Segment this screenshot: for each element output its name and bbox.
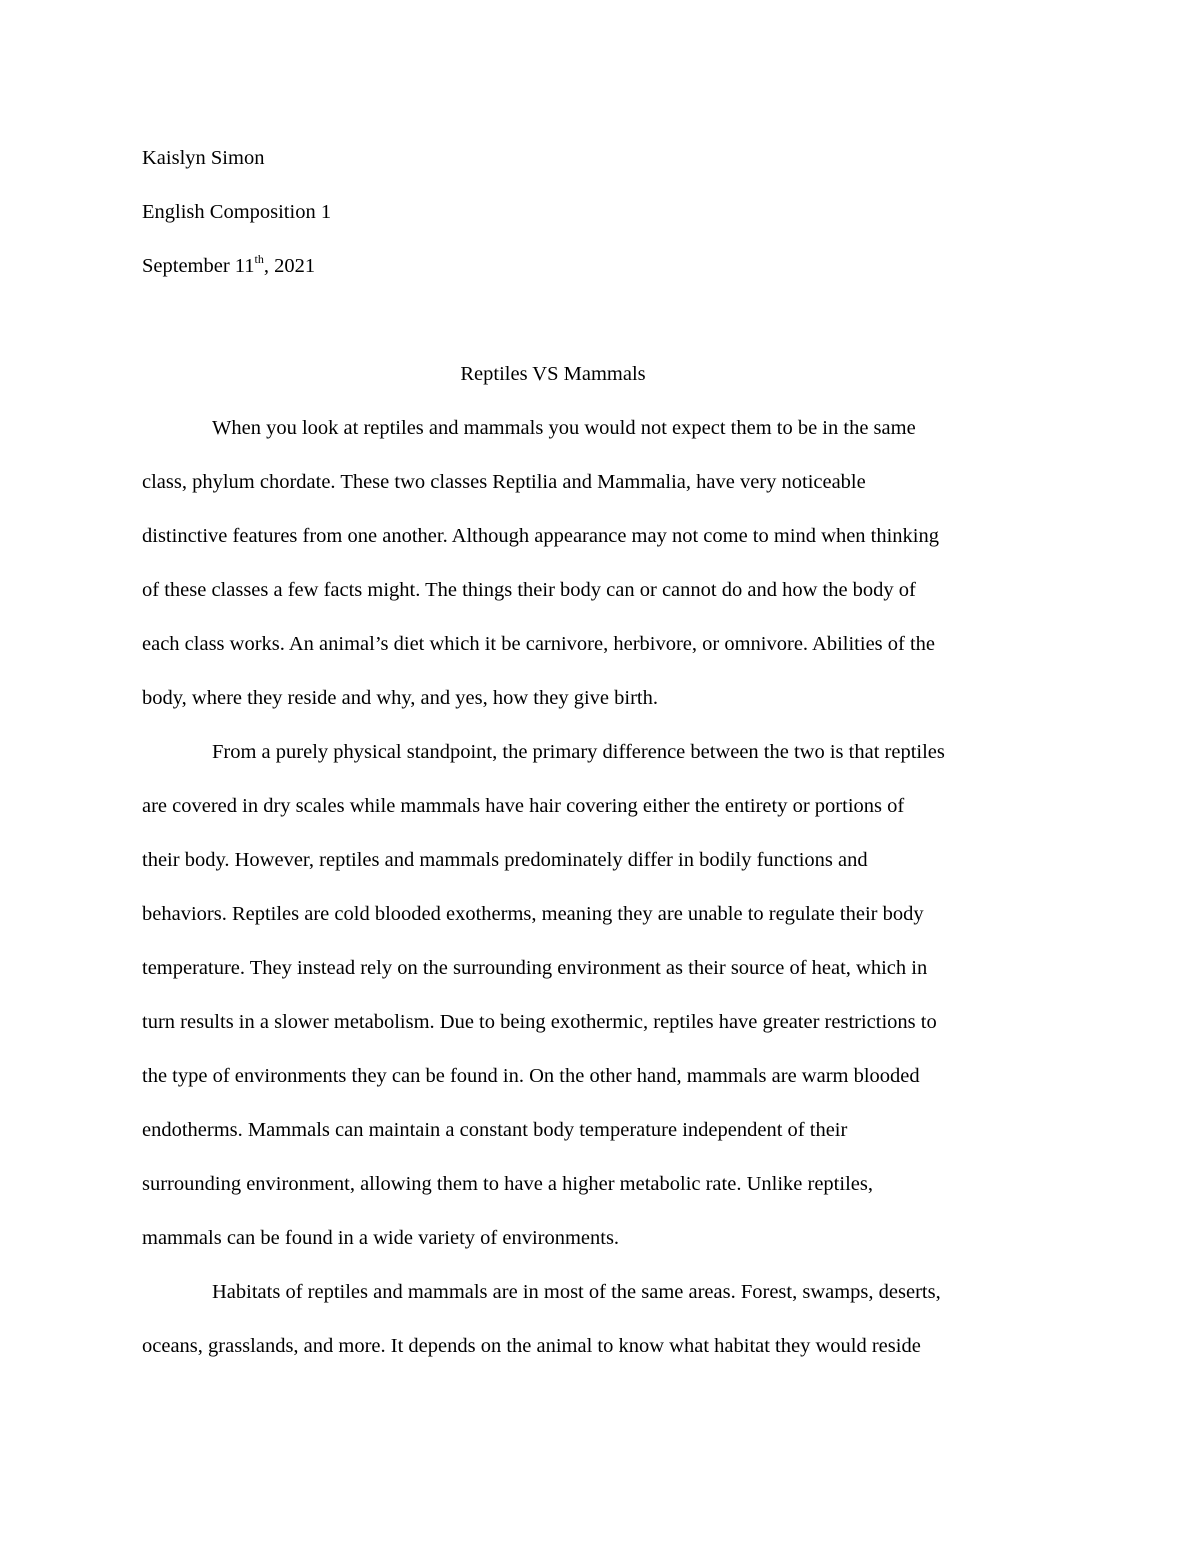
- course-name: English Composition 1: [142, 201, 332, 223]
- paragraph-1-line-5: each class works. An animal’s diet which it be carnivore, herbivore, or omnivore. Abilities of the: [142, 633, 936, 655]
- paragraph-1-line-6: body, where they reside and why, and yes, how they give birth.: [142, 687, 658, 709]
- paragraph-2-line-8: endotherms. Mammals can maintain a constant body temperature independent of their: [142, 1119, 848, 1141]
- paragraph-2-line-3: their body. However, reptiles and mammals predominately differ in bodily functions and: [142, 849, 868, 871]
- paragraph-3-line-1: Habitats of reptiles and mammals are in most of the same areas. Forest, swamps, deserts,: [212, 1281, 941, 1303]
- essay-date: [142, 252, 316, 277]
- paragraph-2-line-7: the type of environments they can be found in. On the other hand, mammals are warm blooded: [142, 1065, 920, 1087]
- paragraph-2-line-2: are covered in dry scales while mammals have hair covering either the entirety or portions of: [142, 795, 905, 817]
- date-month-day: September 11: [142, 255, 255, 277]
- paragraph-2-line-10: mammals can be found in a wide variety of environments.: [142, 1227, 620, 1249]
- paragraph-2-line-4: behaviors. Reptiles are cold blooded exotherms, meaning they are unable to regulate their body: [142, 903, 924, 925]
- paragraph-1-line-1: When you look at reptiles and mammals you would not expect them to be in the same: [212, 417, 916, 439]
- paragraph-2-line-6: turn results in a slower metabolism. Due to being exothermic, reptiles have greater restrictions to: [142, 1011, 937, 1033]
- date-suffix: th: [254, 252, 264, 266]
- paragraph-1-line-3: distinctive features from one another. Although appearance may not come to mind when thinking: [142, 525, 940, 547]
- paragraph-2-line-5: temperature. They instead rely on the surrounding environment as their source of heat, which in: [142, 957, 928, 979]
- date-year: , 2021: [263, 255, 316, 277]
- paragraph-2-line-1: From a purely physical standpoint, the primary difference between the two is that reptiles: [212, 741, 945, 763]
- author-name: Kaislyn Simon: [142, 147, 265, 169]
- paragraph-1-line-2: class, phylum chordate. These two classes Reptilia and Mammalia, have very noticeable: [142, 471, 866, 493]
- essay-title: Reptiles VS Mammals: [460, 363, 646, 385]
- paragraph-3-line-2: oceans, grasslands, and more. It depends on the animal to know what habitat they would reside: [142, 1335, 921, 1357]
- paragraph-2-line-9: surrounding environment, allowing them to have a higher metabolic rate. Unlike reptiles,: [142, 1173, 873, 1195]
- paragraph-1-line-4: of these classes a few facts might. The things their body can or cannot do and how the body of: [142, 579, 916, 601]
